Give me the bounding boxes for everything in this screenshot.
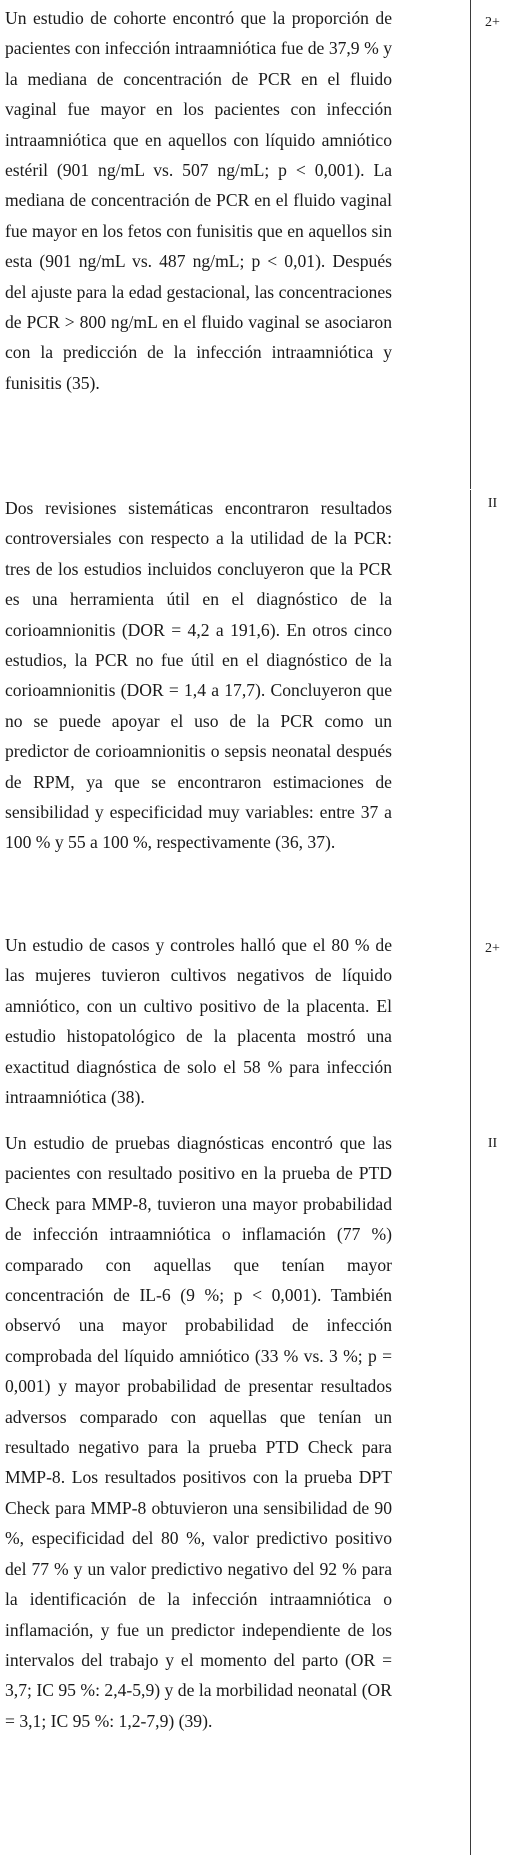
- evidence-text: Un estudio de cohorte encontró que la proporción de pacientes con infección intraamniótica fue de 37,9 % y la mediana de concentración de PCR en el fluido vaginal fue mayor en los pacientes con infección intraamniótica que en aquellos con líquido amniótico estéril (901 ng/mL vs. 507 ng/mL; p < 0,001). La mediana de concentración de PCR en el fluido vaginal fue mayor en los fetos con funisitis que en aquellos sin esta (901 ng/mL vs. 487 ng/mL; p < 0,01). Después del ajuste para la edad gestacional, las concentraciones de PCR > 800 ng/mL en el fluido vaginal se asociaron con la predicción de la infección intraamniótica y funisitis (35).: [5, 8, 392, 393]
- evidence-level: II: [487, 1136, 498, 1151]
- evidence-level: 2+: [485, 15, 500, 30]
- column-divider: [470, 0, 471, 489]
- evidence-text: Dos revisiones sistemáticas encontraron resultados controversiales con respecto a la utilidad de la PCR: tres de los estudios incluidos concluyeron que la PCR es una herramienta útil en el diagnóstico de la corioamnionitis (DOR = 4,2 a 191,6). En otros cinco estudios, la PCR no fue útil en el diagnóstico de la corioamnionitis (DOR = 1,4 a 17,7). Concluyeron que no se puede apoyar el uso de la PCR como un predictor de corioamnionitis o sepsis neonatal después de RPM, ya que se encontraron estimaciones de sensibilidad y especificidad muy variables: entre 37 a 100 % y 55 a 100 %, respectivamente (36, 37).: [5, 498, 392, 853]
- evidence-row: [0, 1125, 515, 1863]
- evidence-row: [0, 0, 515, 490]
- column-divider: [470, 1125, 471, 1855]
- evidence-text: Un estudio de casos y controles halló que el 80 % de las mujeres tuvieron cultivos negativos de líquido amniótico, con un cultivo positivo de la placenta. El estudio histopatológico de la placenta mostró una exactitud diagnóstica de solo el 58 % para infección intraamniótica (38).: [5, 935, 392, 1108]
- evidence-row: [0, 927, 515, 1125]
- evidence-row: [0, 490, 515, 927]
- evidence-level: II: [487, 496, 498, 511]
- column-divider: [470, 490, 471, 927]
- evidence-level: 2+: [485, 941, 500, 956]
- evidence-text: Un estudio de pruebas diagnósticas encontró que las pacientes con resultado positivo en la prueba de PTD Check para MMP-8, tuvieron una mayor probabilidad de infección intraamniótica o inflamación (77 %) comparado con aquellas que tenían mayor concentración de IL-6 (9 %; p < 0,001). También observó una mayor probabilidad de infección comprobada del líquido amniótico (33 % vs. 3 %; p = 0,001) y mayor probabilidad de presentar resultados adversos comparado con aquellas que tenían un resultado negativo para la prueba PTD Check para MMP-8. Los resultados positivos con la prueba DPT Check para MMP-8 obtuvieron una sensibilidad de 90 %, especificidad del 80 %, valor predictivo positivo del 77 % y un valor predictivo negativo del 92 % para la identificación de la infección intraamniótica o inflamación, y fue un predictor independiente de los intervalos del trabajo y el momento del parto (OR = 3,7; IC 95 %: 2,4-5,9) y de la morbilidad neonatal (OR = 3,1; IC 95 %: 1,2-7,9) (39).: [5, 1133, 392, 1731]
